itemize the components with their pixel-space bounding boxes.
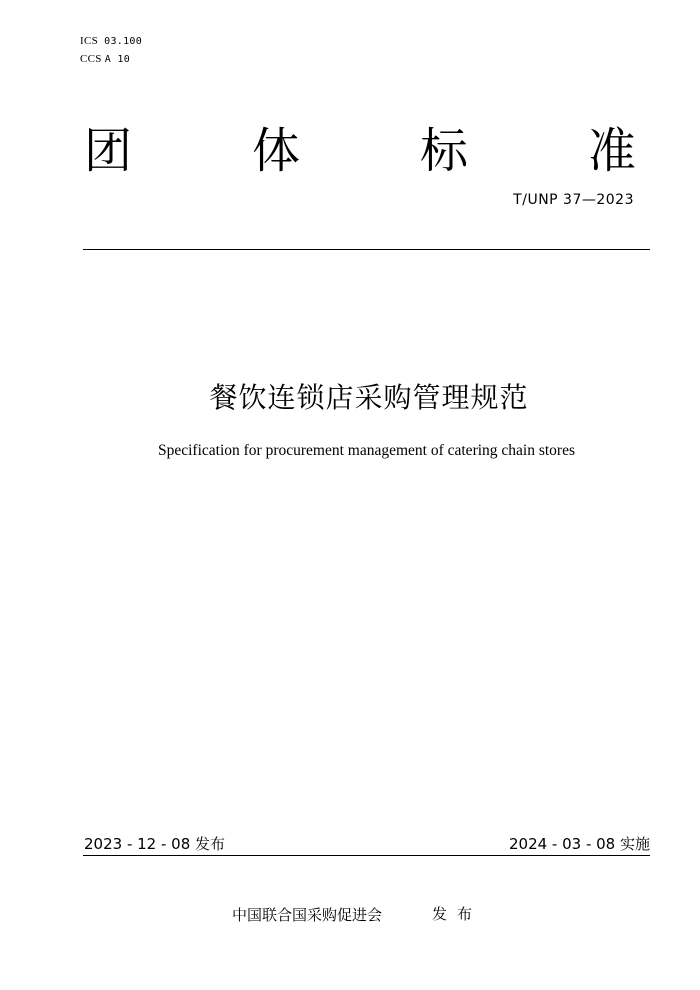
standard-type-char: 体 bbox=[251, 123, 300, 179]
implement-date: 2024 - 03 - 08 实施 bbox=[508, 835, 650, 853]
standard-type-char: 标 bbox=[419, 123, 468, 179]
standard-type-char: 团 bbox=[84, 123, 133, 179]
ics-label: ICS bbox=[80, 35, 99, 47]
standard-type-char: 准 bbox=[587, 123, 636, 179]
ccs-label: CCS bbox=[80, 53, 102, 65]
standard-type-heading bbox=[84, 120, 636, 182]
title-english: Specification for procurement management of catering chain stores bbox=[157, 442, 576, 459]
issuing-organization: 中国联合国采购促进会 bbox=[232, 906, 383, 924]
standard-number: T/UNP 37—2023 bbox=[513, 192, 634, 208]
publish-date: 2023 - 12 - 08 发布 bbox=[84, 835, 226, 853]
issue-label: 发布 bbox=[432, 905, 483, 923]
top-divider bbox=[83, 249, 650, 250]
ccs-code-line bbox=[80, 52, 130, 67]
ics-code-line bbox=[80, 34, 142, 49]
bottom-divider bbox=[83, 855, 650, 856]
ccs-code: A 10 bbox=[104, 54, 131, 65]
title-chinese: 餐饮连锁店采购管理规范 bbox=[209, 381, 529, 414]
ics-code: 03.100 bbox=[104, 36, 143, 47]
